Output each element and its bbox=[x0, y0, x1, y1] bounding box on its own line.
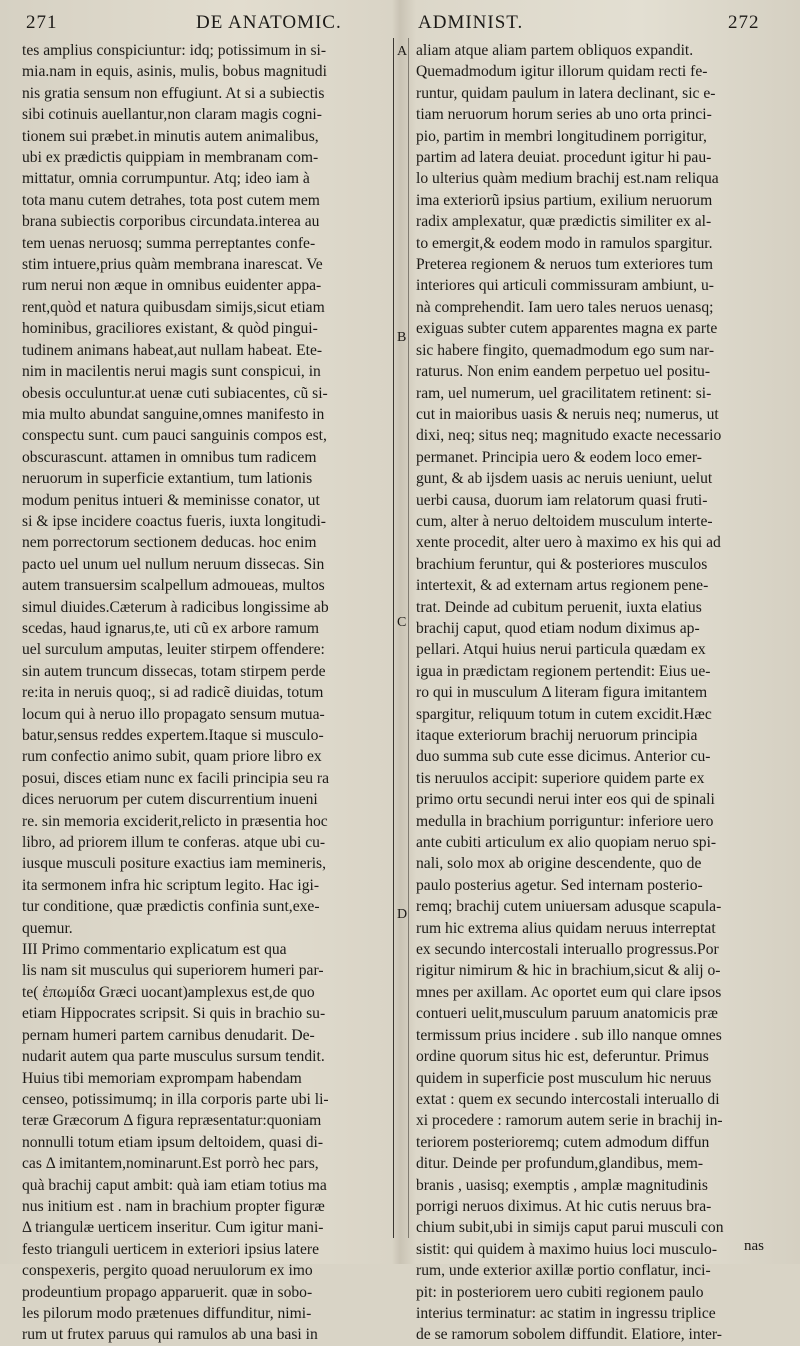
text-line: cut in maioribus uasis & neruis neq; numerus, ut bbox=[416, 405, 719, 423]
text-line: teræ Græcorum Δ figura repræsentatur:quoniam bbox=[22, 1112, 322, 1130]
text-line: igua in prædictam regionem pertendit: Eius ue- bbox=[416, 662, 711, 680]
text-line: censeo, potissimumq; in illa corporis parte ubi li- bbox=[22, 1090, 329, 1108]
text-line: stim intuere,prius quàm membrana inarescat. Ve bbox=[22, 256, 323, 274]
text-line: neruorum in superficie extantium, tum lationis bbox=[22, 470, 313, 488]
text-line: pio, partim in membri longitudinem porrigitur, bbox=[416, 127, 707, 145]
text-line: ubi ex prædictis quippiam in membranam com- bbox=[22, 149, 319, 167]
page-number-right: 272 bbox=[728, 12, 760, 33]
text-line: uel surculum amputas, leuiter stirpem offendere: bbox=[22, 641, 325, 659]
text-line: rum nerui non æque in omnibus euidenter appa- bbox=[22, 277, 322, 295]
text-line: tes amplius conspiciuntur: idq; potissimum in si- bbox=[22, 42, 327, 59]
text-line: ita sermonem infra hic scriptum legito. Hac igi- bbox=[22, 876, 320, 894]
text-line: to emergit,& eodem modo in ramulos spargitur. bbox=[416, 234, 713, 252]
text-line: permanet. Principia uero & eodem loco emer- bbox=[416, 448, 702, 466]
text-line: rum hic extrema alius quidam neruus interreptat bbox=[416, 919, 716, 937]
margin-marker-a: A bbox=[397, 44, 408, 59]
text-line: scedas, haud ignarus,te, uti cũ ex arbore ramum bbox=[22, 619, 320, 637]
text-line: spargitur, reliquum totum in cutem excidit.Hæc bbox=[416, 705, 712, 723]
text-line: remq; brachij cutem uniuersam adusque scapula- bbox=[416, 898, 722, 916]
text-line: pernam humeri partem carnibus denudarit. De- bbox=[22, 1026, 315, 1044]
text-line: ex secundo intercostali interuallo progressus.Por bbox=[416, 941, 719, 959]
text-line: si & ipse incidere coactus fueris, iuxta longitudi- bbox=[22, 512, 327, 530]
text-line: pellari. Atqui huius nerui particula quædam ex bbox=[416, 641, 706, 659]
text-line: mia.nam in equis, asinis, mulis, bobus magnitudi bbox=[22, 63, 327, 81]
text-line: brachium feruntur, qui & posteriores musculos bbox=[416, 555, 708, 573]
gutter-rule bbox=[393, 38, 394, 1238]
text-line: raturus. Non enim eandem perpetuo uel positu- bbox=[416, 363, 711, 381]
text-line: intertexit, & ad externam artus regionem pene- bbox=[416, 577, 709, 595]
text-line: partim ad latera deuiat. procedunt igitur hi pau- bbox=[416, 149, 712, 167]
text-line: nis gratia sensum non effugiunt. At si a subiectis bbox=[22, 84, 325, 102]
text-line: sin autem truncum dissecas, totam stirpem perde bbox=[22, 662, 326, 680]
text-line: re:ita in neruis quoq;, si ad radicẽ diuidas, totum bbox=[22, 684, 324, 702]
text-line: uerbi causa, duorum iam relatorum quasi fruti- bbox=[416, 491, 708, 509]
running-title-left: DE ANATOMIC. bbox=[196, 12, 342, 33]
text-line: aliam atque aliam partem obliquos expandit. bbox=[416, 42, 694, 59]
text-line: medulla in brachium porriguntur: inferiore uero bbox=[416, 812, 714, 830]
text-line: ram, uel numerum, uel gracilitatem retinent: si- bbox=[416, 384, 712, 402]
text-line: itaque exteriorum brachij neruorum principia bbox=[416, 727, 698, 744]
text-line: tur conditione, quæ prædictis confinia sunt,exe- bbox=[22, 898, 320, 916]
text-line: cas Δ imitantem,nominarunt.Est porrò hec pars, bbox=[22, 1155, 319, 1173]
text-line: nali, solo mox ab origine descendente, quo de bbox=[416, 855, 702, 873]
text-line: Huius tibi memoriam exprompam habendam bbox=[22, 1069, 302, 1087]
text-line: quà brachij caput ambit: quà iam etiam totius ma bbox=[22, 1176, 327, 1194]
page-header bbox=[0, 8, 800, 38]
text-line: lis nam sit musculus qui superiorem humeri par- bbox=[22, 962, 324, 980]
text-line: mia multo abundat sanguine,omnes manifesto in bbox=[22, 405, 325, 423]
text-line: prodeuntium propago apparuerit. quæ in sobo- bbox=[22, 1283, 313, 1301]
text-line: modum penitus intueri & meminisse conator, ut bbox=[22, 491, 320, 509]
text-line: gunt, & ab ijsdem uasis ac neruis ueniunt, uelut bbox=[416, 470, 713, 488]
text-line: nem porrectorum sectionem deducas. hoc enim bbox=[22, 534, 317, 552]
text-line: tionem sui præbet.in minutis autem animalibus, bbox=[22, 127, 319, 145]
text-line: primo ortu secundi nerui inter eos qui de spinali bbox=[416, 791, 715, 809]
text-line: rent,quòd et natura quibusdam simijs,sicut etiam bbox=[22, 298, 325, 316]
text-line: runtur, quidam paulum in latera declinant, sic e- bbox=[416, 84, 716, 102]
margin-marker-d: D bbox=[397, 907, 408, 922]
text-line: ro qui in musculum Δ literam figura imitantem bbox=[416, 684, 708, 702]
text-line: conspectu sunt. cum pauci sanguinis compos est, bbox=[22, 427, 327, 445]
text-line: porrigi neruos diximus. At hic cutis neruus bra- bbox=[416, 1197, 712, 1215]
page-number-left: 271 bbox=[26, 12, 58, 33]
text-line: brachij caput, quod etiam nodum diximus ap- bbox=[416, 619, 700, 637]
text-line: tiam neruorum horum series ab uno orta princi- bbox=[416, 106, 712, 124]
text-line: ima exteriorũ ipsius partium, exilium neruorum bbox=[416, 191, 713, 209]
text-line: exiguas subter cutem apparentes magna ex parte bbox=[416, 320, 718, 338]
text-line: ditur. Deinde per profundum,glandibus, mem- bbox=[416, 1155, 704, 1173]
text-line: tudinem animans habeat,aut nullam habeat. Ete- bbox=[22, 341, 323, 359]
text-line: hominibus, graciliores existant, & quòd pingui- bbox=[22, 320, 318, 338]
text-line: tis neruulos accipit: superiore quidem parte ex bbox=[416, 769, 705, 787]
text-line: re. sin memoria exciderit,relicto in præsentia hoc bbox=[22, 812, 328, 830]
text-line: locum qui à neruo illo propagato sensum mutua- bbox=[22, 705, 325, 723]
text-line: branis , uasisq; exemptis , amplæ magnitudinis bbox=[416, 1176, 708, 1194]
text-line: obesis occuluntur.at uenæ cuti subiacentes, cũ si- bbox=[22, 384, 328, 402]
text-line: rigitur nimirum & hic in brachium,sicut & alij o- bbox=[416, 962, 721, 980]
text-line: libro, ad priorem illum te conferas. atque ubi cu- bbox=[22, 834, 326, 852]
text-line: xente procedit, alter uero à maximo ex his qui ad bbox=[416, 534, 721, 552]
text-line: etiam Hippocrates scripsit. Si quis in brachio su- bbox=[22, 1005, 326, 1023]
text-line: dixi, neq; situs neq; magnitudo exacte necessario bbox=[416, 427, 722, 445]
text-line: nus initium est . nam in brachium propter figuræ bbox=[22, 1197, 325, 1215]
text-line: cum, alter à neruo deltoidem musculum interte- bbox=[416, 512, 713, 530]
text-line: tota manu cutem detrahes, tota post cutem mem bbox=[22, 191, 320, 209]
text-line: trat. Deinde ad cubitum peruenit, iuxta elatius bbox=[416, 598, 702, 616]
text-line: rum confectio animo subit, quam priore libro ex bbox=[22, 748, 322, 766]
text-line: Quemadmodum igitur illorum quidam recti fe- bbox=[416, 63, 708, 81]
text-line: sic habere fingito, quemadmodum ego sum nar- bbox=[416, 341, 715, 359]
text-line: nonnulli totum etiam ipsum deltoidem, quasi di- bbox=[22, 1133, 324, 1151]
text-line: obscurascunt. attamen in omnibus tum radicem bbox=[22, 448, 317, 466]
text-line: lo ulterius quàm medium brachij est.nam reliqua bbox=[416, 170, 719, 188]
text-line: nudarit autem qua parte musculus sursum tendit. bbox=[22, 1048, 325, 1066]
margin-marker-c: C bbox=[397, 615, 407, 630]
text-line: radix amplexatur, quæ prædictis similiter ex al- bbox=[416, 213, 712, 231]
text-line: interiores qui articuli commissuram ambiunt, u- bbox=[416, 277, 714, 295]
text-line: Δ triangulæ uerticem inseritur. Cum igitur mani- bbox=[22, 1219, 324, 1237]
text-line: paulo posterius agetur. Sed internam posterio- bbox=[416, 876, 703, 894]
text-line: te( ἐπωμίδα Græci uocant)amplexus est,de quo bbox=[22, 983, 315, 1001]
text-line: duo summa sub cute esse dicimus. Anterior cu- bbox=[416, 748, 711, 766]
text-line: brana subiectis corporibus circundata.interea au bbox=[22, 213, 320, 231]
text-line: festo trianguli uerticem in exteriori ipsius latere bbox=[22, 1240, 320, 1258]
text-line: termissum prius incidere . sub illo nanque omnes bbox=[416, 1026, 722, 1044]
text-line: tem uenas neruosq; summa perreptantes confe- bbox=[22, 234, 316, 252]
text-line: extat : quem ex secundo intercostali interuallo di bbox=[416, 1090, 720, 1108]
text-line: teriorem posterioremq; cutem admodum diffun bbox=[416, 1133, 710, 1151]
text-line: simul diuides.Cæterum à radicibus longissime ab bbox=[22, 598, 329, 616]
text-line: pit: in posteriorem uero cubiti regionem paulo bbox=[416, 1283, 704, 1301]
text-line: ante cubiti articulum ex alio quopiam neruo spi- bbox=[416, 834, 717, 852]
text-line: de se ramorum sobolem diffundit. Elatiore, inter- bbox=[416, 1326, 722, 1344]
text-line: dices neruorum per cutem discurrentium inueni bbox=[22, 791, 318, 809]
text-line: batur,sensus reddes expertem.Itaque si musculo- bbox=[22, 727, 324, 744]
text-line: ordine quorum situs hic est, deferuntur. Primus bbox=[416, 1048, 709, 1066]
text-line: mittatur, omnia corrumpuntur. Atq; ideo iam à bbox=[22, 170, 310, 188]
text-line: contueri uelit,musculum paruum anatomicis præ bbox=[416, 1005, 718, 1023]
text-line: conspexeris, pergito quoad neruulorum ex imo bbox=[22, 1262, 313, 1280]
text-line: III Primo commentario explicatum est qua bbox=[22, 941, 287, 959]
text-line: nim in macilentis nerui magis sunt conspicui, in bbox=[22, 363, 321, 381]
text-line: rum, unde exterior axillæ portio conflatur, inci- bbox=[416, 1262, 711, 1280]
text-line: quidem in superficie post musculum hic neruus bbox=[416, 1069, 712, 1087]
text-line: xi procedere : ramorum autem serie in brachij in- bbox=[416, 1112, 723, 1130]
text-line: chium subit,ubi in simijs caput parui musculi con bbox=[416, 1219, 724, 1237]
text-line: posui, disces etiam nunc ex facili principia seu ra bbox=[22, 769, 330, 787]
page-fold bbox=[408, 38, 409, 1238]
text-line: les pilorum modo prætenues diffunditur, nimi- bbox=[22, 1304, 312, 1322]
text-line: autem transuersim scalpellum admoueas, multos bbox=[22, 577, 325, 595]
text-line: nà comprehendit. Iam uero tales neruos uenasq; bbox=[416, 298, 714, 316]
catchword: nas bbox=[744, 1238, 764, 1254]
running-title-right: ADMINIST. bbox=[418, 12, 524, 33]
text-line: sibi cotinuis auellantur,non claram magis cogni- bbox=[22, 106, 322, 124]
text-line: Preterea regionem & neruos tum exteriores tum bbox=[416, 256, 714, 274]
text-line: interius terminatur: ac statim in ingressu triplice bbox=[416, 1304, 716, 1322]
text-line: sistit: qui quidem à maximo huius loci musculo- bbox=[416, 1240, 718, 1258]
margin-marker-b: B bbox=[397, 330, 407, 345]
right-column-text bbox=[416, 40, 768, 1344]
text-line: rum ut frutex paruus qui ramulos ab una basi in bbox=[22, 1326, 318, 1344]
text-line: iusque musculi positure exactius iam memineris, bbox=[22, 855, 327, 873]
text-line: quemur. bbox=[22, 919, 73, 937]
text-line: mnes per axillam. Ac oportet eum qui clare ipsos bbox=[416, 983, 722, 1001]
left-column-text bbox=[22, 40, 388, 1344]
text-line: pacto uel unum uel nullum neruum dissecas. Sin bbox=[22, 555, 325, 573]
